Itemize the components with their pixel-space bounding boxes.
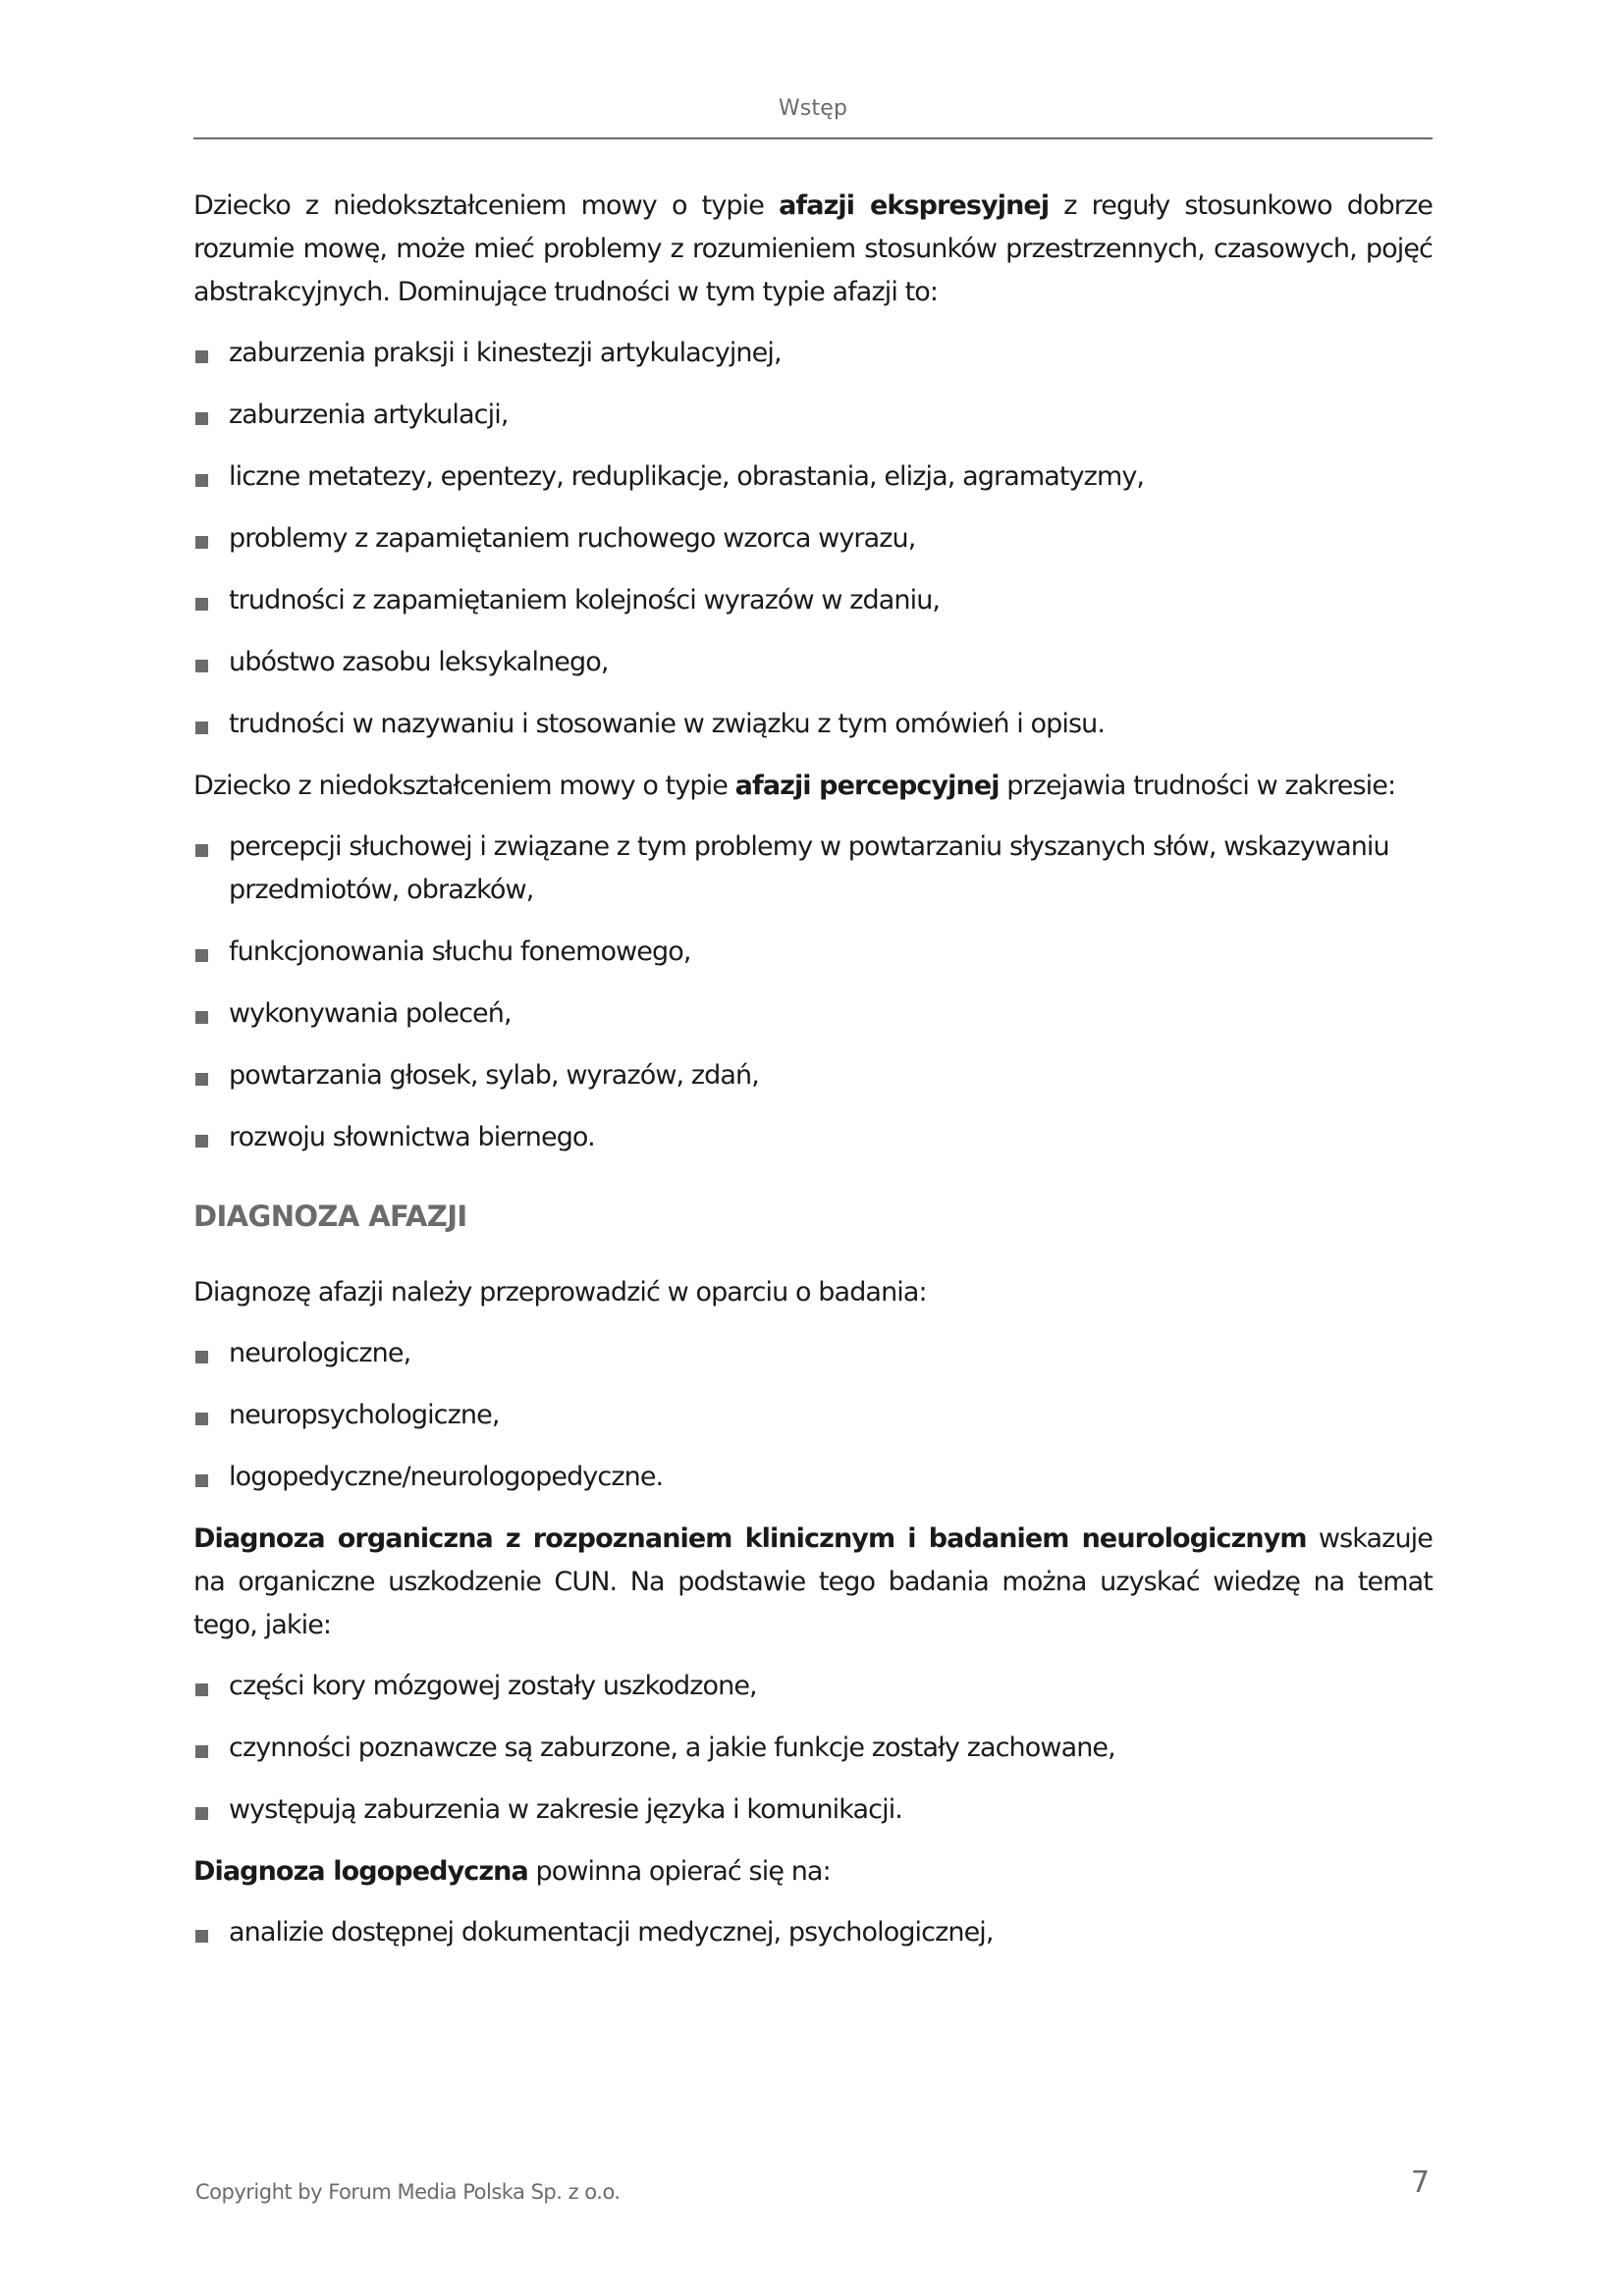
square-bullet-icon xyxy=(195,350,208,363)
list-item xyxy=(193,455,1433,499)
list-item-text: analizie dostępnej dokumentacji medycznej, psychologicznej, xyxy=(229,1917,994,1948)
list-item-text: części kory mózgowej zostały uszkodzone, xyxy=(229,1671,757,1701)
square-bullet-icon xyxy=(195,949,208,962)
organic-text-after: wskazuje na organiczne uszkodzenie CUN. Na podstawie tego badania można uzyskać wiedzę na temat tego, jakie: xyxy=(193,1523,1433,1640)
perceptive-paragraph xyxy=(193,765,1433,808)
speech-diagnosis-list xyxy=(193,1911,1433,1954)
list-item-text: neurologiczne, xyxy=(229,1338,411,1368)
perceptive-bold-term: afazji percepcyjnej xyxy=(734,771,1000,801)
list-item xyxy=(193,931,1433,974)
list-item xyxy=(193,1727,1433,1770)
list-item-text: logopedyczne/neurologopedyczne. xyxy=(229,1462,664,1492)
list-item-text: czynności poznawcze są zaburzone, a jakie funkcje zostały zachowane, xyxy=(229,1733,1115,1763)
list-item xyxy=(193,1394,1433,1437)
square-bullet-icon xyxy=(195,598,208,611)
list-item xyxy=(193,1456,1433,1499)
list-item-text: występują zaburzenia w zakresie języka i komunikacji. xyxy=(229,1794,902,1825)
square-bullet-icon xyxy=(195,1011,208,1024)
square-bullet-icon xyxy=(195,536,208,549)
list-item-text: zaburzenia artykulacji, xyxy=(229,400,509,430)
list-item xyxy=(193,332,1433,375)
square-bullet-icon xyxy=(195,1807,208,1820)
list-item xyxy=(193,394,1433,437)
perceptive-text-before: Dziecko z niedokształceniem mowy o typie xyxy=(193,771,735,801)
page-number: 7 xyxy=(1411,2165,1431,2200)
header-title: Wstęp xyxy=(778,96,848,121)
square-bullet-icon xyxy=(195,412,208,425)
list-item xyxy=(193,1054,1433,1097)
list-item-text: ubóstwo zasobu leksykalnego, xyxy=(229,647,609,677)
square-bullet-icon xyxy=(195,1135,208,1148)
list-item-text: neuropsychologiczne, xyxy=(229,1400,500,1430)
intro-bold-term: afazji ekspresyjnej xyxy=(779,190,1050,221)
page-content xyxy=(193,185,1433,1973)
expressive-aphasia-list xyxy=(193,332,1433,746)
list-item xyxy=(193,992,1433,1036)
intro-text-after: z reguły stosunkowo dobrze rozumie mowę, może mieć problemy z rozumieniem stosunków przestrzennych, czasowych, pojęć abstrakcyjnych. Dominujące trudności w tym typie afazji to: xyxy=(193,190,1433,307)
list-item-text: trudności w nazywaniu i stosowanie w związku z tym omówień i opisu. xyxy=(229,709,1106,739)
organic-diagnosis-paragraph xyxy=(193,1518,1433,1647)
list-item xyxy=(193,579,1433,622)
list-item xyxy=(193,703,1433,746)
list-item-text: funkcjonowania słuchu fonemowego, xyxy=(229,936,691,967)
running-header xyxy=(193,96,1433,139)
speech-text-after: powinna opierać się na: xyxy=(527,1856,831,1887)
footer-copyright: Copyright by Forum Media Polska Sp. z o.o. xyxy=(195,2180,621,2204)
diagnosis-intro: Diagnozę afazji należy przeprowadzić w oparciu o badania: xyxy=(193,1277,927,1308)
perceptive-aphasia-list xyxy=(193,826,1433,1159)
organic-diagnosis-list xyxy=(193,1665,1433,1832)
square-bullet-icon xyxy=(195,721,208,734)
intro-paragraph xyxy=(193,185,1433,314)
list-item-text: rozwoju słownictwa biernego. xyxy=(229,1122,595,1152)
list-item xyxy=(193,826,1433,912)
list-item xyxy=(193,1332,1433,1375)
list-item-text: percepcji słuchowej i związane z tym problemy w powtarzaniu słyszanych słów, wskazywaniu przedmiotów, obrazków, xyxy=(229,831,1389,905)
square-bullet-icon xyxy=(195,1745,208,1758)
square-bullet-icon xyxy=(195,1474,208,1487)
square-bullet-icon xyxy=(195,1073,208,1086)
square-bullet-icon xyxy=(195,1930,208,1943)
list-item xyxy=(193,517,1433,561)
diagnosis-list xyxy=(193,1332,1433,1499)
perceptive-text-after: przejawia trudności w zakresie: xyxy=(999,771,1396,801)
list-item-text: wykonywania poleceń, xyxy=(229,998,512,1029)
square-bullet-icon xyxy=(195,1351,208,1363)
list-item xyxy=(193,1911,1433,1954)
square-bullet-icon xyxy=(195,1683,208,1696)
list-item xyxy=(193,1116,1433,1159)
speech-diagnosis-paragraph xyxy=(193,1850,1433,1894)
square-bullet-icon xyxy=(195,474,208,487)
list-item-text: zaburzenia praksji i kinestezji artykulacyjnej, xyxy=(229,338,782,368)
list-item xyxy=(193,1789,1433,1832)
intro-text-before: Dziecko z niedokształceniem mowy o typie xyxy=(193,190,780,221)
section-heading: DIAGNOZA AFAZJI xyxy=(193,1200,467,1233)
square-bullet-icon xyxy=(195,1413,208,1425)
list-item-text: liczne metatezy, epentezy, reduplikacje, obrastania, elizja, agramatyzmy, xyxy=(229,461,1145,492)
speech-bold-term: Diagnoza logopedyczna xyxy=(193,1856,528,1887)
list-item-text: trudności z zapamiętaniem kolejności wyrazów w zdaniu, xyxy=(229,585,941,615)
list-item xyxy=(193,641,1433,684)
organic-bold-term: Diagnoza organiczna z rozpoznaniem klinicznym i badaniem neurologicznym xyxy=(193,1523,1307,1554)
list-item xyxy=(193,1665,1433,1708)
list-item-text: powtarzania głosek, sylab, wyrazów, zdań, xyxy=(229,1060,759,1091)
list-item-text: problemy z zapamiętaniem ruchowego wzorca wyrazu, xyxy=(229,523,916,554)
square-bullet-icon xyxy=(195,660,208,672)
square-bullet-icon xyxy=(195,844,208,857)
